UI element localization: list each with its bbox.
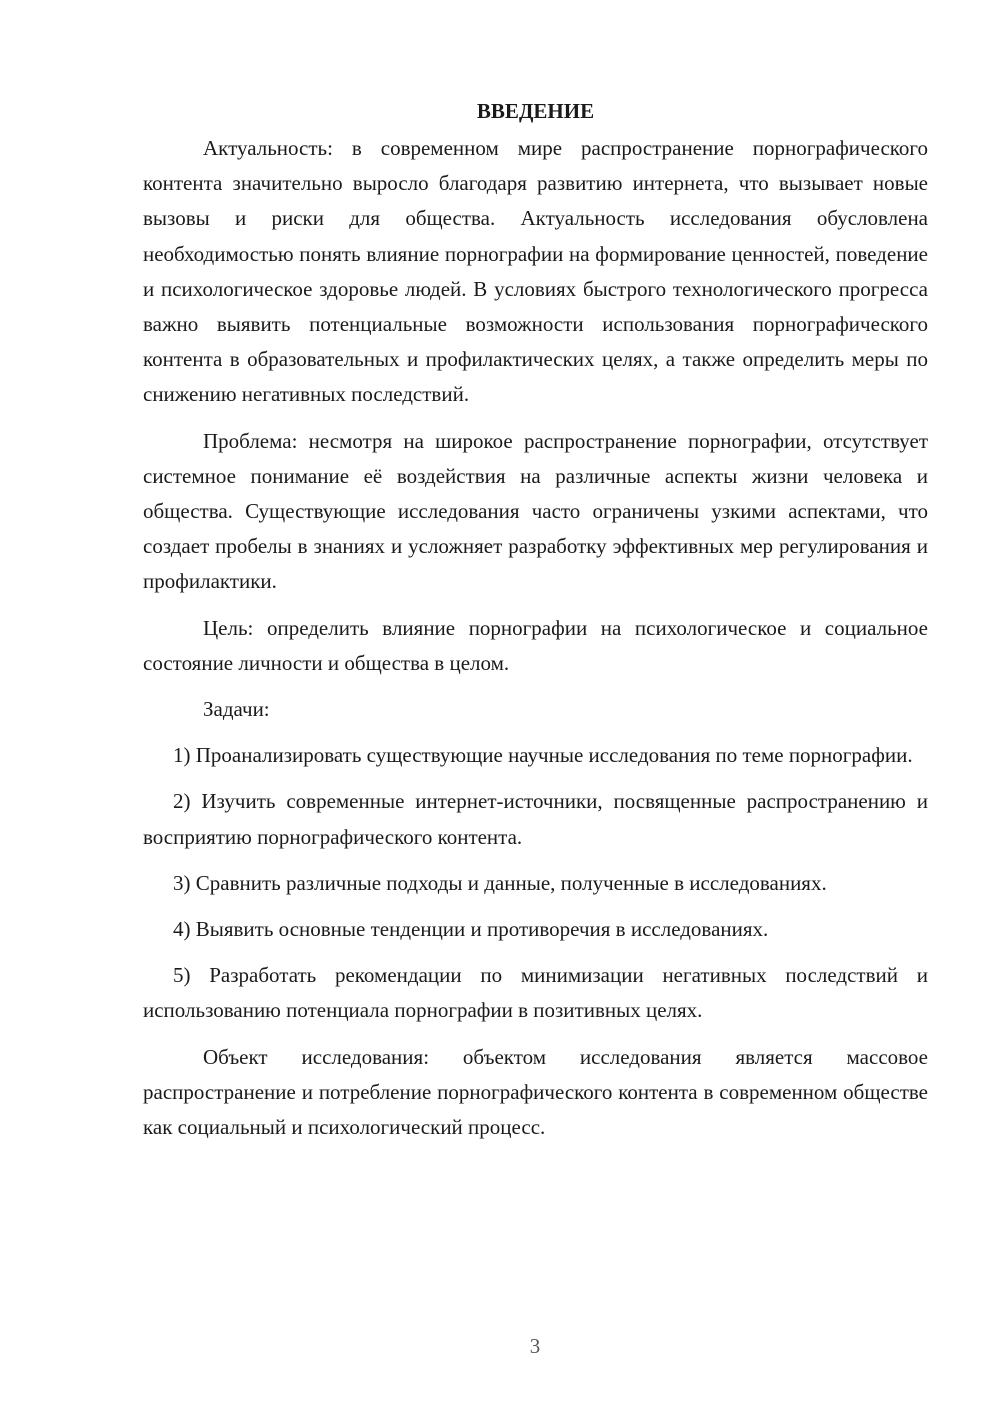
task-item-2: 2) Изучить современные интернет-источники, посвященные распространению и восприятию порнографического контента. xyxy=(143,789,928,849)
page-number: 3 xyxy=(529,1334,541,1358)
task-item-1: 1) Проанализировать существующие научные исследования по теме порнографии. xyxy=(173,743,913,768)
section-title: ВВЕДЕНИЕ xyxy=(476,99,595,123)
paragraph-problem: Проблема: несмотря на широкое распространение порнографии, отсутствует системное понимание её воздействия на различные аспекты жизни человека и общества. Существующие исследования часто ограничены узкими аспектами, что создает пробелы в знаниях и усложняет разработку эффективных мер регулирования и профилактики. xyxy=(143,428,928,594)
task-item-3: 3) Сравнить различные подходы и данные, полученные в исследованиях. xyxy=(173,870,827,895)
paragraph-goal: Цель: определить влияние порнографии на психологическое и социальное состояние личности и общества в целом. xyxy=(143,615,928,675)
task-item-4: 4) Выявить основные тенденции и противоречия в исследованиях. xyxy=(173,917,769,942)
paragraph-object: Объект исследования: объектом исследования является массовое распространение и потребление порнографического контента в современном обществе как социальный и психологический процесс. xyxy=(143,1044,928,1140)
page-content xyxy=(143,96,928,1145)
task-item-5: 5) Разработать рекомендации по минимизации негативных последствий и использованию потенциала порнографии в позитивных целях. xyxy=(143,963,928,1023)
paragraph-tasks-heading: Задачи: xyxy=(203,697,270,722)
paragraph-relevance: Актуальность: в современном мире распространение порнографического контента значительно выросло благодаря развитию интернета, что вызывает новые вызовы и риски для общества. Актуальность исследования обусловлена необходимостью понять влияние порнографии на формирование ценностей, поведение и психологическое здоровье людей. В условиях быстрого технологического прогресса важно выявить потенциальные возможности использования порнографического контента в образовательных и профилактических целях, а также определить меры по снижению негативных последствий. xyxy=(143,136,928,407)
